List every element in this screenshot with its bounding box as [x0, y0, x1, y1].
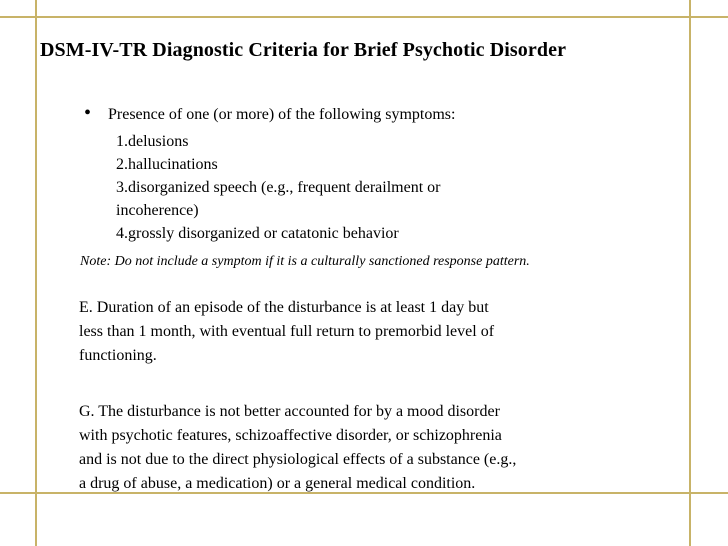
list-item: 3.disorganized speech (e.g., frequent derailment or	[116, 179, 441, 196]
bullet-text: Presence of one (or more) of the following symptoms:	[108, 106, 456, 123]
paragraph-line: a drug of abuse, a medication) or a general medical condition.	[79, 475, 476, 492]
bullet-dot-icon: •	[84, 102, 92, 124]
paragraph-line: E. Duration of an episode of the disturbance is at least 1 day but	[79, 299, 489, 316]
criterion-g-paragraph	[79, 400, 639, 496]
list-item: incoherence)	[116, 202, 199, 219]
paragraph-line: and is not due to the direct physiological effects of a substance (e.g.,	[79, 451, 517, 468]
list-item: 4.grossly disorganized or catatonic behavior	[116, 225, 399, 242]
paragraph-line: with psychotic features, schizoaffective disorder, or schizophrenia	[79, 427, 502, 444]
paragraph-line: less than 1 month, with eventual full return to premorbid level of	[79, 323, 495, 340]
slide-title: DSM-IV-TR Diagnostic Criteria for Brief Psychotic Disorder	[40, 39, 567, 61]
list-item: 2.hallucinations	[116, 156, 218, 173]
criterion-e-paragraph	[79, 296, 639, 368]
frame-right-line	[689, 0, 691, 546]
note-text: Note: Do not include a symptom if it is a culturally sanctioned response pattern.	[80, 254, 530, 269]
paragraph-line: functioning.	[79, 347, 157, 364]
frame-top-line	[0, 16, 728, 18]
list-item: 1.delusions	[116, 133, 189, 150]
frame-left-line	[35, 0, 37, 546]
paragraph-line: G. The disturbance is not better accounted for by a mood disorder	[79, 403, 500, 420]
symptom-list	[116, 130, 546, 245]
